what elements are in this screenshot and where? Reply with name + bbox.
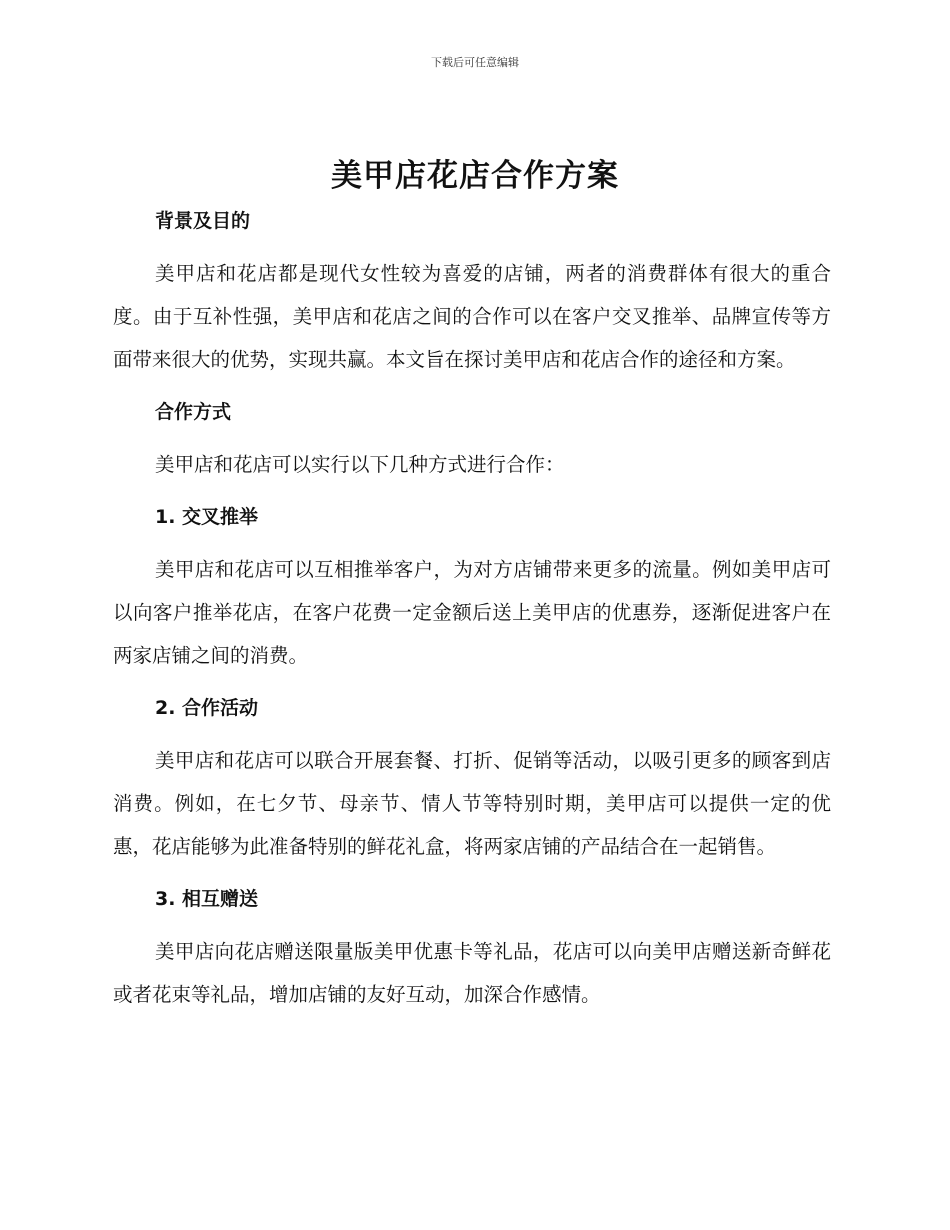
section-heading-background: 背景及目的: [155, 210, 251, 232]
paragraph-background: 美甲店和花店都是现代女性较为喜爱的店铺，两者的消费群体有很大的重合度。由于互补性强，美甲店和花店之间的合作可以在客户交叉推举、品牌宣传等方面带来很大的优势，实现共赢。本文旨在探讨美甲店和花店合作的途径和方案。: [113, 262, 831, 371]
spacer: [113, 381, 831, 393]
spacer: [113, 677, 831, 689]
paragraph-mutual-gifts: 美甲店向花店赠送限量版美甲优惠卡等礼品，花店可以向美甲店赠送新奇鲜花或者花束等礼品，增加店铺的友好互动，加深合作感情。: [113, 940, 831, 1006]
spacer: [113, 240, 831, 252]
header-note: 下载后可任意编辑: [431, 56, 519, 69]
spacer: [113, 727, 831, 739]
item-heading-joint-activities: 2. 合作活动: [155, 697, 259, 719]
section-heading-cooperation: 合作方式: [155, 401, 232, 423]
spacer: [113, 918, 831, 930]
spacer: [113, 536, 831, 548]
paragraph-cooperation-intro: 美甲店和花店可以实行以下几种方式进行合作：: [155, 453, 565, 476]
item-heading-cross-referral: 1. 交叉推举: [155, 506, 259, 528]
paragraph-joint-activities: 美甲店和花店可以联合开展套餐、打折、促销等活动，以吸引更多的顾客到店消费。例如，在七夕节、母亲节、情人节等特别时期，美甲店可以提供一定的优惠，花店能够为此准备特别的鲜花礼盒，将两家店铺的产品结合在一起销售。: [113, 749, 831, 858]
spacer: [113, 868, 831, 880]
page-title: 美甲店花店合作方案: [331, 158, 619, 194]
document-body: [113, 202, 831, 1016]
spacer: [113, 486, 831, 498]
item-heading-mutual-gifts: 3. 相互赠送: [155, 888, 259, 910]
spacer: [113, 431, 831, 443]
paragraph-cross-referral: 美甲店和花店可以互相推举客户，为对方店铺带来更多的流量。例如美甲店可以向客户推举花店，在客户花费一定金额后送上美甲店的优惠券，逐渐促进客户在两家店铺之间的消费。: [113, 558, 831, 667]
